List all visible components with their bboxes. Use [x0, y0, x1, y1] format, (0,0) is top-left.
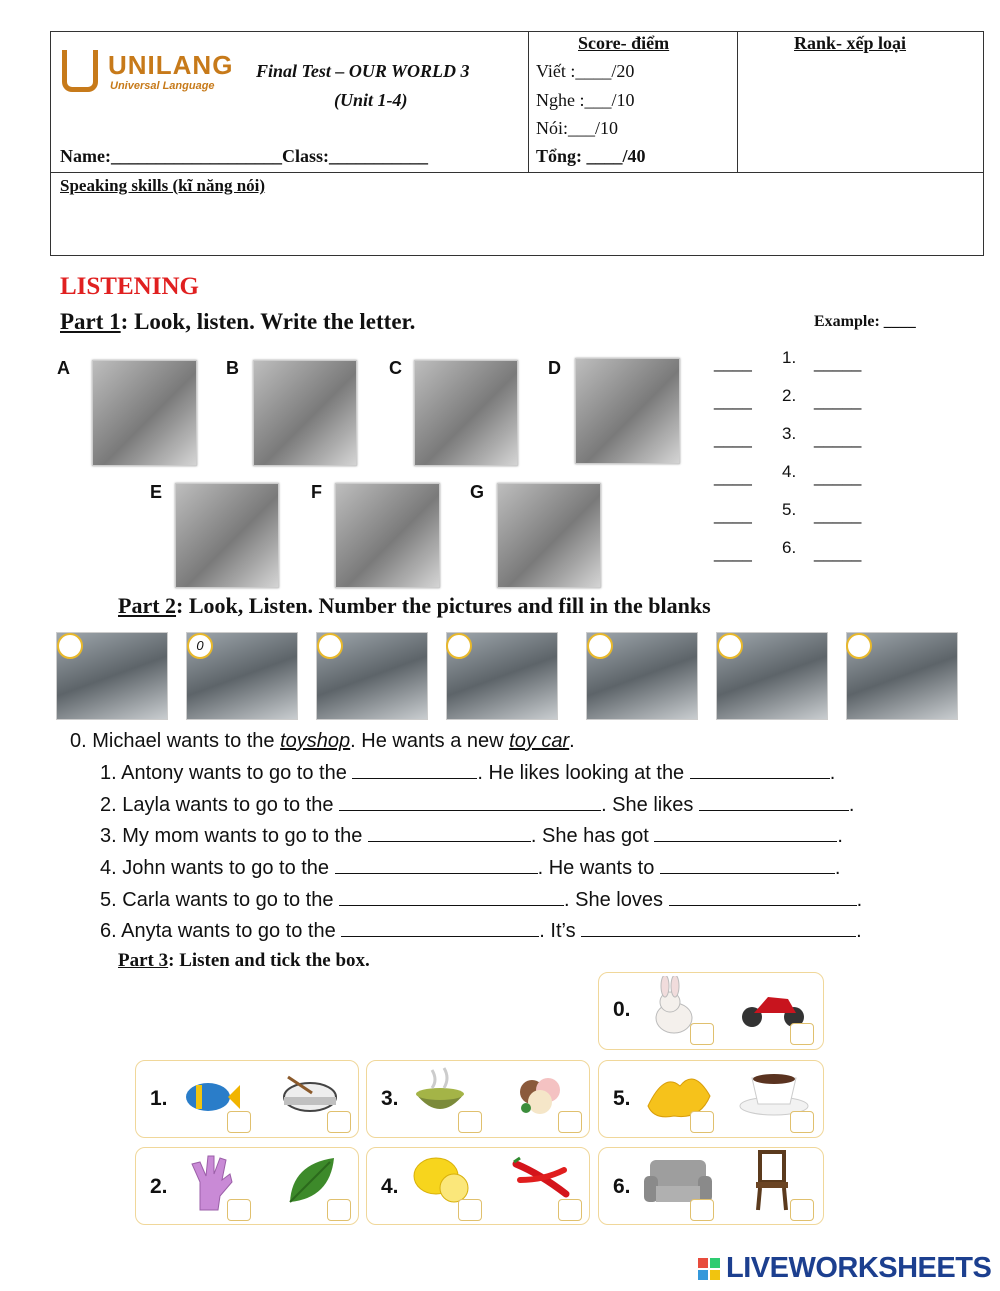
sentence-end: . — [834, 857, 841, 879]
score-total[interactable]: Tổng: ____/40 — [536, 146, 646, 166]
divider — [50, 172, 984, 173]
tick-box[interactable] — [558, 1199, 582, 1221]
speaking-label: Speaking skills (kĩ năng nói) — [60, 176, 266, 195]
answer-right-5[interactable]: _____ — [814, 505, 862, 524]
sentence-number: 3. — [100, 825, 117, 847]
place-blank[interactable] — [352, 762, 477, 779]
answer-left-3[interactable]: ____ — [714, 429, 752, 448]
place-blank[interactable] — [368, 825, 531, 842]
sentence-text: Carla wants to go to the — [122, 889, 340, 911]
logo-icon — [62, 50, 98, 92]
answer-number-3: 3. — [782, 424, 797, 443]
answer-left-4[interactable]: ____ — [714, 467, 752, 486]
photo-g — [497, 483, 601, 588]
tick-number: 1. — [150, 1087, 168, 1110]
score-listening[interactable]: Nghe :___/10 — [536, 90, 635, 110]
part1-label: Part 1 — [60, 309, 121, 334]
score-writing[interactable]: Viết :____/20 — [536, 61, 635, 81]
number-circle[interactable] — [846, 633, 872, 659]
tick-box[interactable] — [327, 1111, 351, 1133]
answer-left-1[interactable]: ____ — [714, 353, 752, 372]
chili-icon — [510, 1154, 572, 1202]
answer-right-3[interactable]: _____ — [814, 429, 862, 448]
example-mid: . He wants a new — [350, 730, 510, 752]
tick-box[interactable] — [458, 1111, 482, 1133]
score-title: Score- điểm — [578, 33, 670, 53]
tick-box[interactable] — [558, 1111, 582, 1133]
sentence-text: Layla wants to go to the — [122, 794, 340, 816]
photo-b — [253, 360, 357, 466]
answer-right-4[interactable]: _____ — [814, 467, 862, 486]
answer-number-2: 2. — [782, 386, 797, 405]
answer-number-5: 5. — [782, 500, 797, 519]
answer-number-6: 6. — [782, 538, 797, 557]
detail-blank[interactable] — [581, 920, 856, 937]
test-title: Final Test – OUR WORLD 3 — [256, 61, 470, 81]
number-circle[interactable] — [717, 633, 743, 659]
sentence-number: 4. — [100, 857, 117, 879]
sentence-3 — [100, 825, 843, 848]
example-label: Example: ____ — [814, 313, 916, 330]
listening-heading: LISTENING — [60, 273, 199, 300]
sentence-end: . — [829, 762, 836, 784]
sentence-text: My mom wants to go to the — [122, 825, 368, 847]
photo-a — [92, 360, 197, 466]
divider — [737, 31, 738, 172]
place-blank[interactable] — [339, 794, 601, 811]
tick-box[interactable] — [790, 1199, 814, 1221]
sentence-text: . She has got — [530, 825, 655, 847]
divider — [528, 31, 529, 172]
test-units: (Unit 1-4) — [334, 90, 408, 110]
number-circle[interactable] — [446, 633, 472, 659]
sentence-2 — [100, 794, 854, 817]
sentence-text: . It’s — [539, 920, 582, 942]
tick-number: 5. — [613, 1087, 631, 1110]
answer-left-6[interactable]: ____ — [714, 543, 752, 562]
sentence-1 — [100, 762, 835, 785]
tick-box[interactable] — [690, 1199, 714, 1221]
letter-e: E — [150, 482, 163, 502]
place-blank[interactable] — [341, 920, 539, 937]
number-circle[interactable] — [587, 633, 613, 659]
sentence-number: 5. — [100, 889, 117, 911]
part2-instruction: : Look, Listen. Number the pictures and fill in the blanks — [176, 593, 711, 618]
letter-b: B — [226, 358, 239, 378]
letter-d: D — [548, 358, 561, 378]
detail-blank[interactable] — [654, 825, 837, 842]
part3-label: Part 3 — [118, 950, 169, 971]
tick-number: 6. — [613, 1175, 631, 1198]
sentence-text: Anyta wants to go to the — [121, 920, 342, 942]
example-pre: 0. Michael wants to the — [70, 730, 281, 752]
detail-blank[interactable] — [690, 762, 830, 779]
sentence-number: 6. — [100, 920, 117, 942]
tick-box[interactable] — [227, 1111, 251, 1133]
tick-box[interactable] — [690, 1111, 714, 1133]
part3-instruction: : Listen and tick the box. — [168, 950, 370, 971]
tick-number: 3. — [381, 1087, 399, 1110]
letter-g: G — [470, 482, 485, 502]
sentence-end: . — [856, 889, 863, 911]
number-circle[interactable] — [57, 633, 83, 659]
number-circle[interactable] — [317, 633, 343, 659]
sentence-end: . — [848, 794, 855, 816]
tick-number: 0. — [613, 998, 631, 1021]
logo-subtitle: Universal Language — [110, 80, 215, 92]
sentence-text: . She loves — [564, 889, 669, 911]
sentence-text: . She likes — [601, 794, 699, 816]
tick-box[interactable] — [790, 1023, 814, 1045]
answer-right-6[interactable]: _____ — [814, 543, 862, 562]
letter-f: F — [311, 482, 322, 502]
tick-box[interactable] — [327, 1199, 351, 1221]
letter-a: A — [57, 358, 70, 378]
liveworksheets-brand: LIVEWORKSHEETS — [726, 1252, 992, 1284]
photo-e — [175, 483, 279, 588]
answer-left-5[interactable]: ____ — [714, 505, 752, 524]
part1-instruction: : Look, listen. Write the letter. — [120, 309, 416, 334]
place-blank[interactable] — [335, 857, 538, 874]
sentence-text: Antony wants to go to the — [121, 762, 353, 784]
sentence-number: 1. — [100, 762, 117, 784]
detail-blank[interactable] — [699, 794, 849, 811]
sentence-5 — [100, 889, 862, 912]
detail-blank[interactable] — [669, 889, 857, 906]
sentence-text: . He wants to — [537, 857, 660, 879]
part1-heading — [60, 309, 415, 335]
example-end: . — [569, 730, 575, 752]
sentence-text: John wants to go to the — [122, 857, 335, 879]
part3-heading — [118, 950, 370, 972]
number-circle-example: 0 — [187, 633, 213, 659]
photo-f — [335, 483, 440, 588]
sentence-end: . — [837, 825, 843, 847]
example-item: toy car — [509, 730, 570, 752]
photo-d — [575, 358, 680, 464]
answer-right-1[interactable]: _____ — [814, 353, 862, 372]
logo-word: UNILANG — [108, 50, 234, 80]
answer-right-2[interactable]: _____ — [814, 391, 862, 410]
photo-c — [414, 360, 518, 466]
lemon-icon — [410, 1152, 474, 1204]
example-sentence — [70, 730, 575, 753]
sentence-4 — [100, 857, 840, 880]
sentence-end: . — [856, 920, 862, 942]
example-place: toyshop — [280, 730, 351, 752]
tick-box[interactable] — [458, 1199, 482, 1221]
answer-number-1: 1. — [782, 348, 797, 367]
letter-c: C — [389, 358, 402, 378]
part2-label: Part 2 — [118, 593, 177, 618]
detail-blank[interactable] — [660, 857, 835, 874]
tick-box[interactable] — [690, 1023, 714, 1045]
sentence-number: 2. — [100, 794, 117, 816]
name-class-field[interactable]: Name:___________________Class:___________ — [60, 146, 428, 166]
sentence-6 — [100, 920, 862, 943]
score-speaking[interactable]: Nói:___/10 — [536, 118, 619, 138]
tick-number: 4. — [381, 1175, 399, 1198]
place-blank[interactable] — [339, 889, 564, 906]
part2-heading — [118, 593, 711, 619]
liveworksheets-logo-icon — [698, 1258, 722, 1282]
tick-box[interactable] — [227, 1199, 251, 1221]
chair-icon — [752, 1150, 792, 1212]
rank-title: Rank- xếp loại — [794, 33, 907, 53]
sentence-text: . He likes looking at the — [477, 762, 690, 784]
tick-box[interactable] — [790, 1111, 814, 1133]
answer-number-4: 4. — [782, 462, 797, 481]
tick-number: 2. — [150, 1175, 168, 1198]
answer-left-2[interactable]: ____ — [714, 391, 752, 410]
